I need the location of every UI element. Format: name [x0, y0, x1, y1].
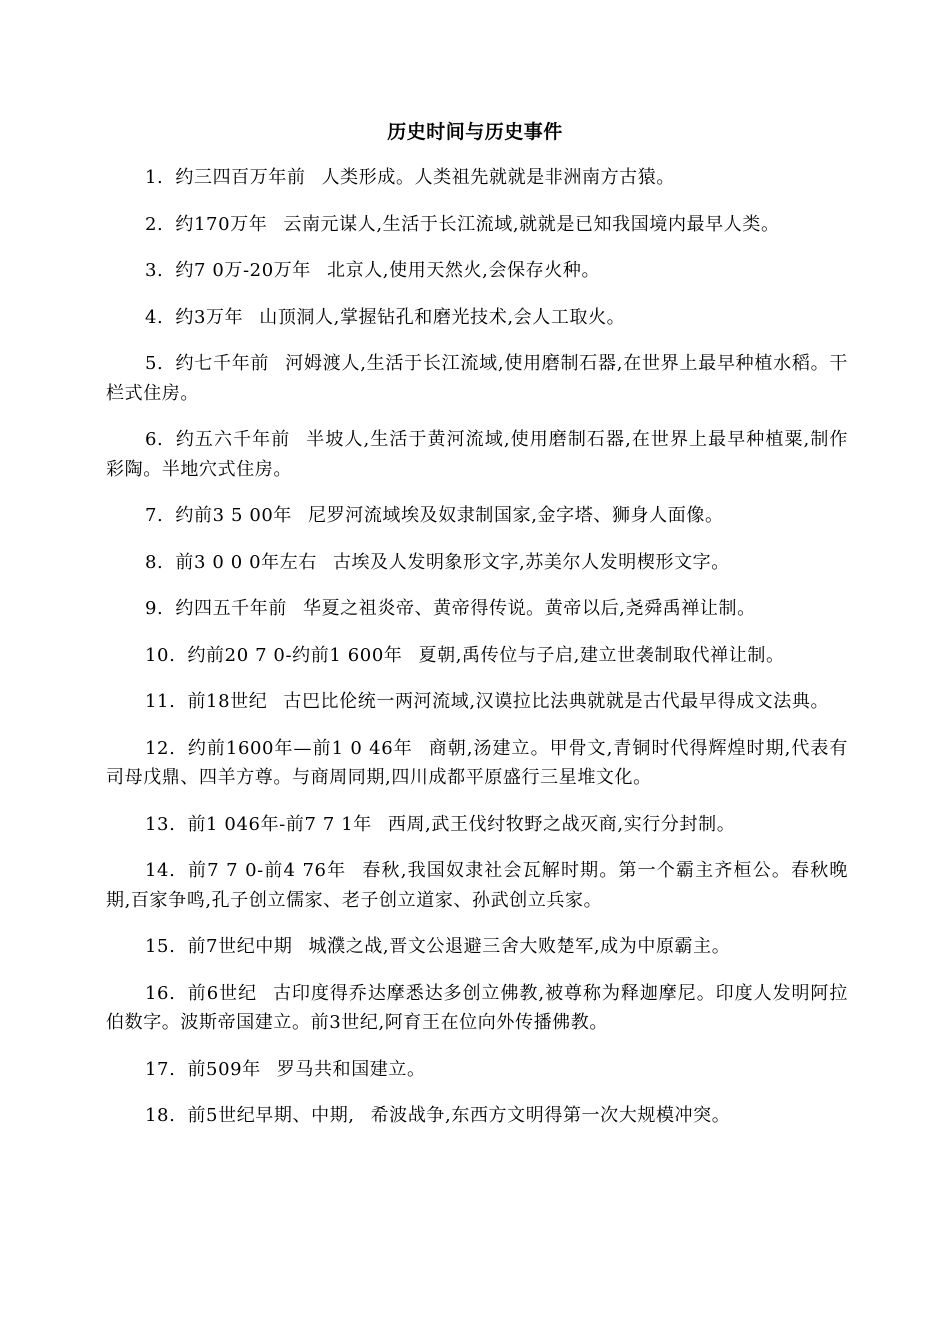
item-date: 约3万年 [175, 306, 244, 328]
item-number: 2. [145, 213, 164, 235]
item-number: 14. [145, 860, 176, 881]
item-text: 古巴比伦统一两河流域,汉谟拉比法典就就是古代最早得成文法典。 [283, 691, 830, 712]
item-text: 人类形成。人类祖先就就是非洲南方古猿。 [321, 167, 675, 188]
item-number: 13. [145, 813, 176, 835]
item-date: 前1 046年-前7 7 1年 [187, 813, 372, 835]
list-item [106, 303, 848, 333]
list-item [106, 810, 848, 840]
item-number: 7. [145, 505, 164, 526]
list-item [106, 425, 848, 484]
item-number: 18. [145, 1105, 176, 1126]
item-number: 6. [145, 429, 164, 450]
list-item [106, 641, 848, 671]
list-item [106, 687, 848, 717]
item-date: 约七千年前 [175, 353, 270, 374]
item-date: 约前3 5 00年 [175, 505, 293, 526]
item-date: 约四五千年前 [175, 598, 287, 619]
item-date: 约五六千年前 [175, 429, 291, 450]
item-number: 11. [145, 691, 176, 712]
item-text: 希波战争,东西方文明得第一次大规模冲突。 [370, 1105, 731, 1126]
item-date: 前7 7 0-前4 76年 [187, 860, 347, 881]
item-number: 5. [145, 353, 164, 374]
list-item [106, 163, 848, 193]
item-text: 山顶洞人,掌握钻孔和磨光技术,会人工取火。 [259, 306, 626, 328]
item-text: 西周,武王伐纣牧野之战灭商,实行分封制。 [387, 813, 736, 835]
list-item [106, 1101, 848, 1131]
item-date: 前18世纪 [187, 691, 268, 712]
item-date: 前7世纪中期 [187, 936, 293, 957]
item-number: 9. [145, 598, 164, 619]
list-item [106, 256, 848, 286]
item-date: 前6世纪 [187, 982, 258, 1004]
item-date: 约前1600年—前1 0 46年 [187, 737, 413, 759]
item-text: 古埃及人发明象形文字,苏美尔人发明楔形文字。 [332, 551, 730, 573]
event-list [106, 163, 848, 1148]
item-number: 17. [145, 1058, 176, 1080]
list-item [106, 349, 848, 408]
item-number: 4. [145, 306, 164, 328]
list-item [106, 734, 848, 793]
item-text: 河姆渡人,生活于长江流域,使用磨制石器,在世界上最早种植水稻。干栏式住房。 [106, 353, 848, 404]
item-number: 15. [145, 936, 176, 957]
item-text: 罗马共和国建立。 [276, 1058, 426, 1080]
item-text: 半坡人,生活于黄河流域,使用磨制石器,在世界上最早种植粟,制作彩陶。半地穴式住房。 [106, 429, 848, 480]
item-date: 前3 0 0 0年左右 [175, 551, 317, 573]
item-text: 夏朝,禹传位与子启,建立世袭制取代禅让制。 [418, 644, 785, 666]
list-item [106, 856, 848, 915]
list-item [106, 1055, 848, 1085]
list-item [106, 979, 848, 1038]
list-item [106, 932, 848, 962]
item-number: 10. [145, 644, 176, 666]
item-text: 华夏之祖炎帝、黄帝得传说。黄帝以后,尧舜禹禅让制。 [302, 598, 756, 619]
item-text: 城濮之战,晋文公退避三舍大败楚军,成为中原霸主。 [308, 936, 731, 957]
item-date: 约7 0万-20万年 [175, 260, 311, 281]
item-text: 商朝,汤建立。甲骨文,青铜时代得辉煌时期,代表有司母戊鼎、四羊方尊。与商周同期,四川成都平原盛行三星堆文化。 [106, 737, 848, 788]
item-text: 尼罗河流域埃及奴隶制国家,金字塔、狮身人面像。 [308, 505, 724, 526]
item-date: 前509年 [187, 1058, 261, 1080]
item-text: 北京人,使用天然火,会保存火种。 [327, 260, 601, 281]
list-item [106, 548, 848, 578]
item-number: 3. [145, 260, 164, 281]
item-date: 前5世纪早期、中期, [187, 1105, 355, 1126]
item-date: 约三四百万年前 [175, 167, 306, 188]
item-text: 云南元谋人,生活于长江流域,就就是已知我国境内最早人类。 [283, 213, 780, 235]
list-item [106, 501, 848, 531]
item-text: 春秋,我国奴隶社会瓦解时期。第一个霸主齐桓公。春秋晚期,百家争鸣,孔子创立儒家、老子创立道家、孙武创立兵家。 [106, 860, 848, 911]
item-date: 约170万年 [175, 213, 268, 235]
page-title: 历史时间与历史事件 [387, 121, 563, 143]
list-item [106, 594, 848, 624]
item-number: 8. [145, 551, 164, 573]
item-number: 1. [145, 167, 164, 188]
item-number: 16. [145, 982, 176, 1004]
list-item [106, 210, 848, 240]
item-text: 古印度得乔达摩悉达多创立佛教,被尊称为释迦摩尼。印度人发明阿拉伯数字。波斯帝国建立。前3世纪,阿育王在位向外传播佛教。 [106, 982, 848, 1033]
item-date: 约前20 7 0-约前1 600年 [187, 644, 403, 666]
item-number: 12. [145, 737, 176, 759]
